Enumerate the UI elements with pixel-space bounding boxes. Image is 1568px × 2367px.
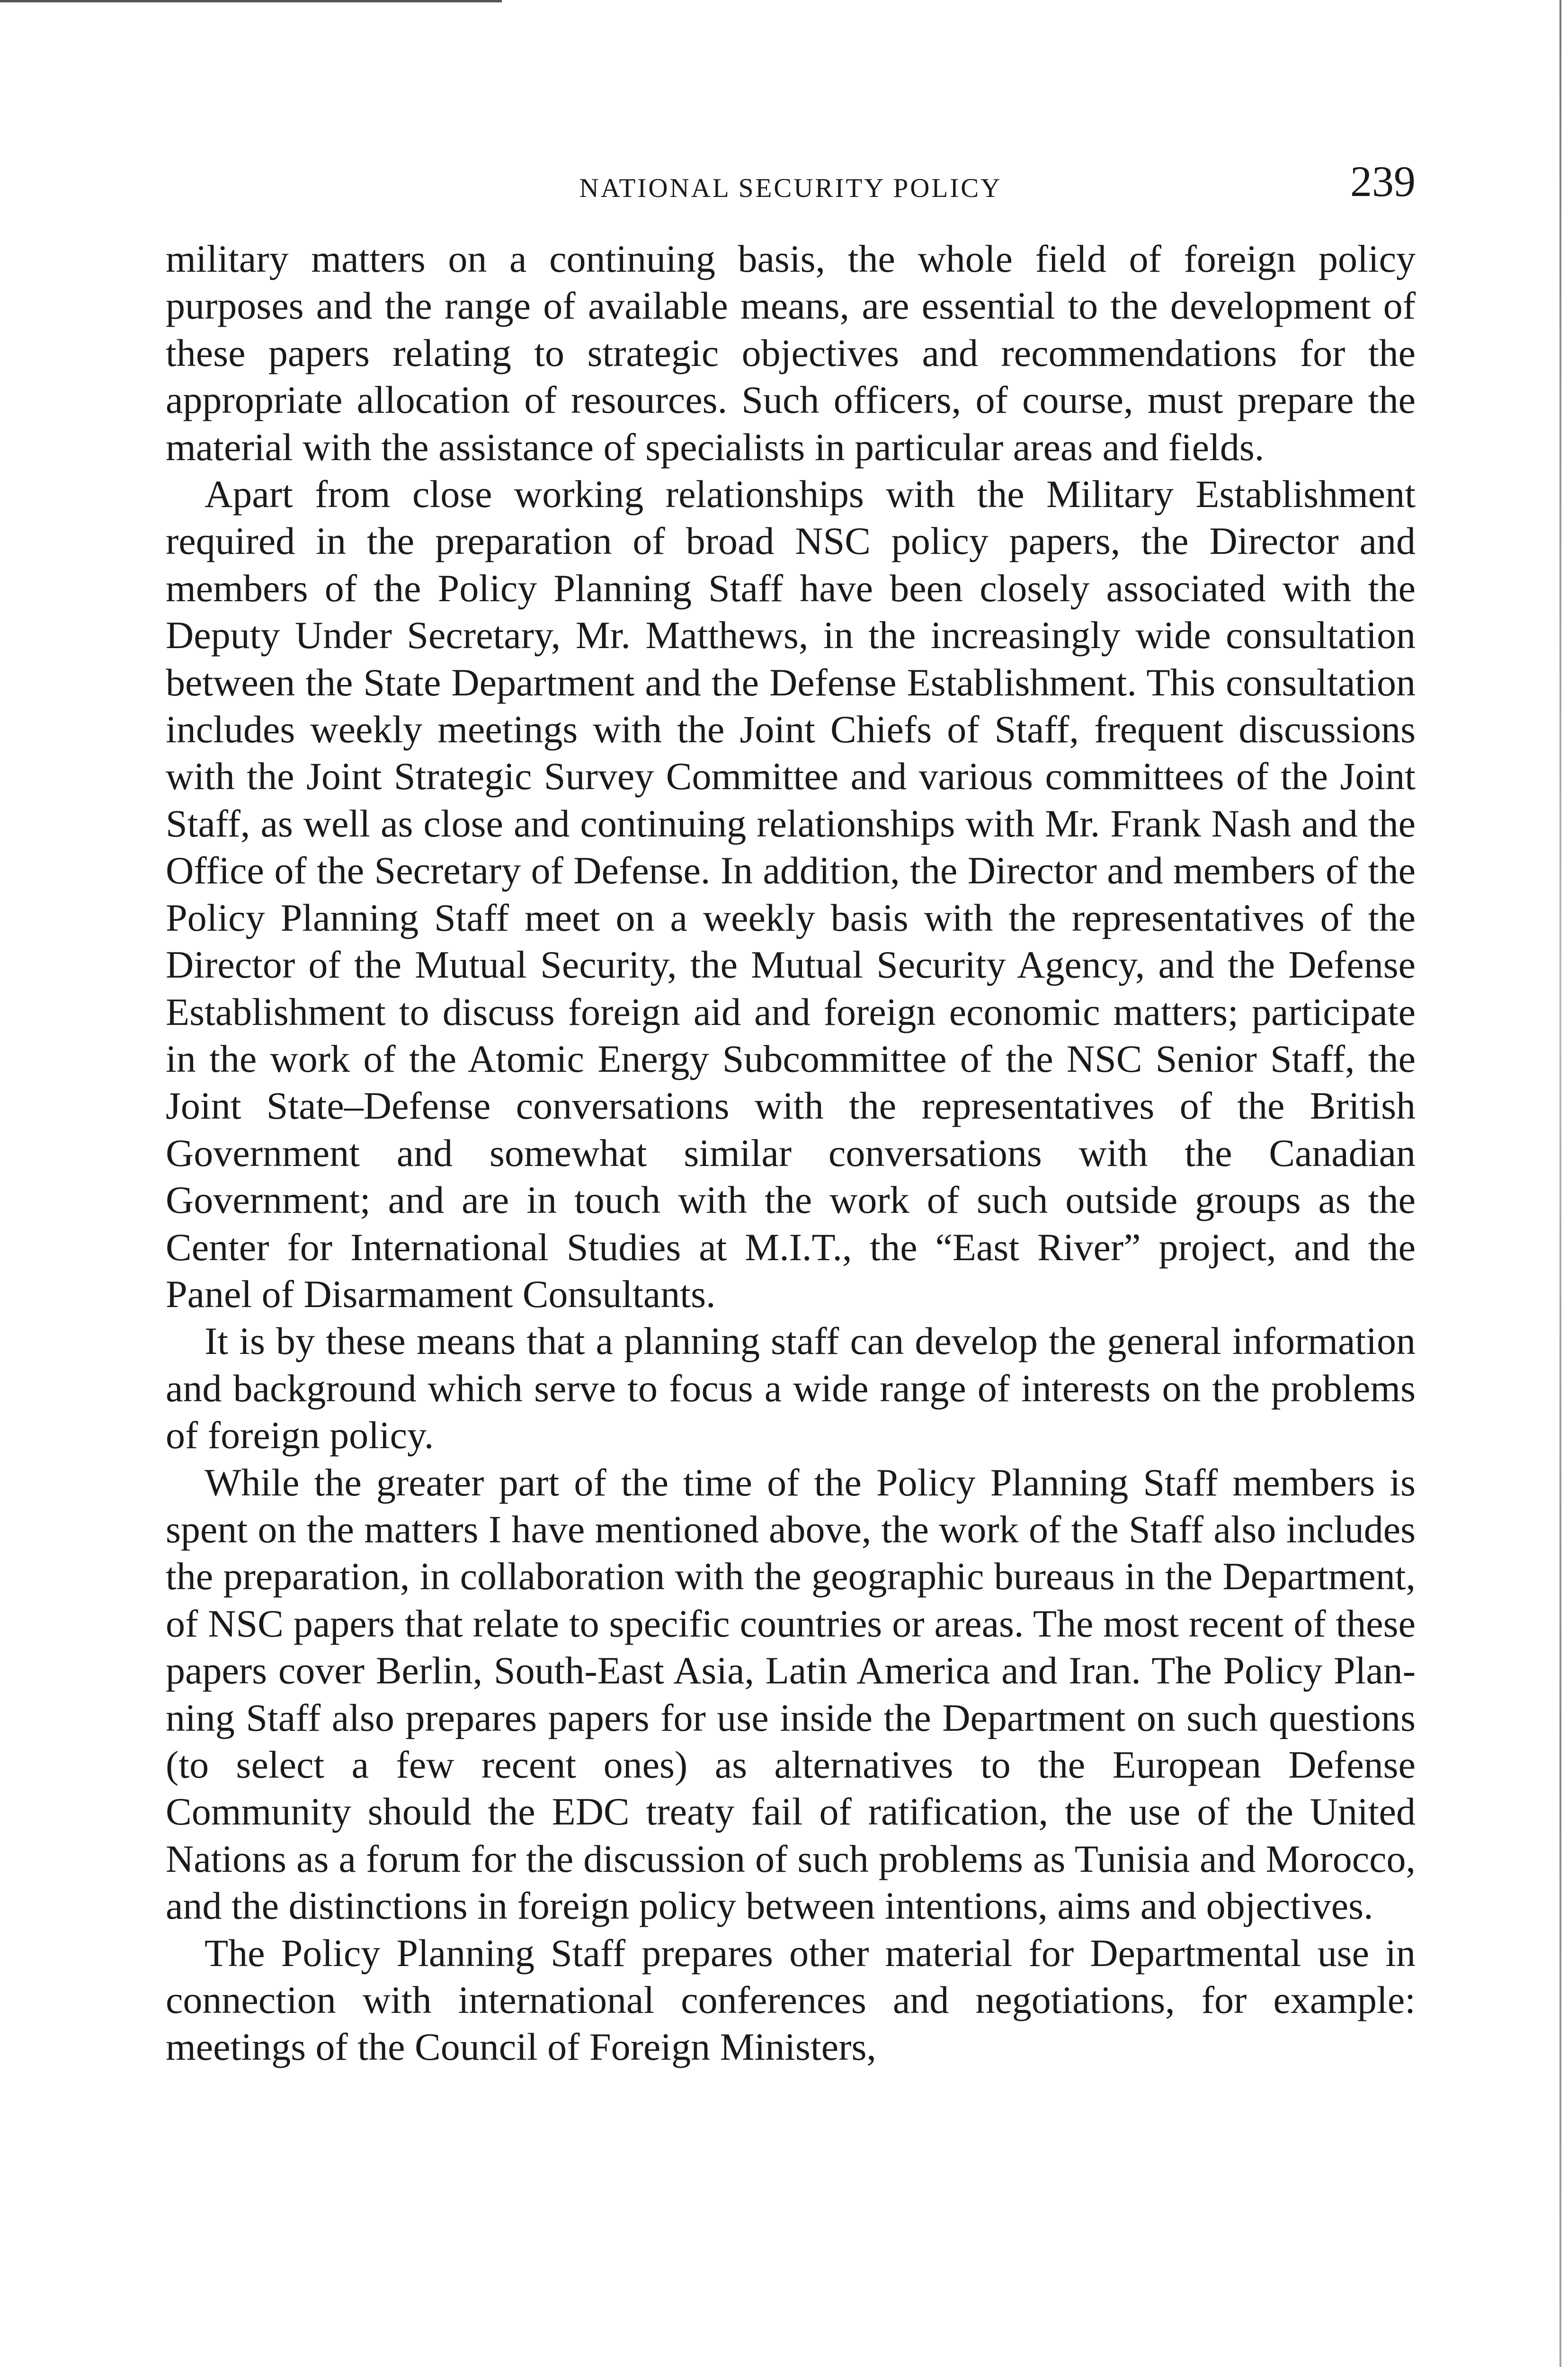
body-text: [166, 235, 1416, 2071]
top-edge-rule: [0, 0, 502, 2]
running-head: [166, 156, 1416, 213]
paragraph-conference-material: The Policy Planning Staff prepares other material for Departmental use in connection with international conferences and negotiations, for example: meetings of the Council of Foreign Ministers,: [166, 1931, 1416, 2069]
page-number: 239: [1350, 157, 1416, 205]
paragraph-planning-means: It is by these means that a planning staff can develop the general information and background which serve to focus a wide range of interests on the problems of foreign policy.: [166, 1319, 1416, 1457]
page-edge-shadow: [1559, 0, 1561, 2367]
paragraph-military-relationships: Apart from close working relationships with the Military Establishment required in the preparation of broad NSC policy papers, the Director and members of the Policy Planning Staff have been closely associated with the Deputy Under Secretary, Mr. Matthews, in the increasingly wide consultation between the State Department and the Defense Establishment. This consultation includes weekly meetings with the Joint Chiefs of Staff, frequent discussions with the Joint Strategic Survey Committee and various committees of the Joint Staff, as well as close and continuing relationships with Mr. Frank Nash and the Office of the Secretary of Defense. In addition, the Director and members of the Policy Planning Staff meet on a weekly basis with the representatives of the Director of the Mutual Security, the Mutual Security Agency, and the Defense Establishment to discuss foreign aid and foreign economic matters; participate in the work of the Atomic Energy Subcommittee of the NSC Senior Staff, the Joint State–Defense conversations with the representatives of the British Government and somewhat similar conversations with the Canadian Government; and are in touch with the work of such outside groups as the Center for International Studies at M.I.T., the “East River” project, and the Panel of Disarmament Consultants.: [166, 472, 1416, 1316]
running-title: NATIONAL SECURITY POLICY: [579, 173, 1002, 203]
paragraph-continuation: military matters on a continuing basis, the whole field of foreign policy purposes and the range of available means, are essential to the development of these papers relating to strategic objectives and recommendations for the appropriate allocation of resources. Such officers, of course, must prepare the material with the assistance of specialists in particular areas and fields.: [166, 237, 1416, 469]
paragraph-staff-work: While the greater part of the time of the Policy Planning Staff members is spent on the matters I have mentioned above, the work of the Staff also includes the preparation, in collaboration with the geographic bureaus in the Department, of NSC papers that relate to specific countries or areas. The most recent of these papers cover Berlin, South-East Asia, Latin America and Iran. The Policy Planning Staff also prepares papers for use inside the Department on such questions (to select a few recent ones) as alternatives to the European Defense Community should the EDC treaty fail of ratification, the use of the United Nations as a forum for the discussion of such problems as Tunisia and Morocco, and the distinctions in foreign policy between intentions, aims and objectives.: [166, 1460, 1416, 1928]
